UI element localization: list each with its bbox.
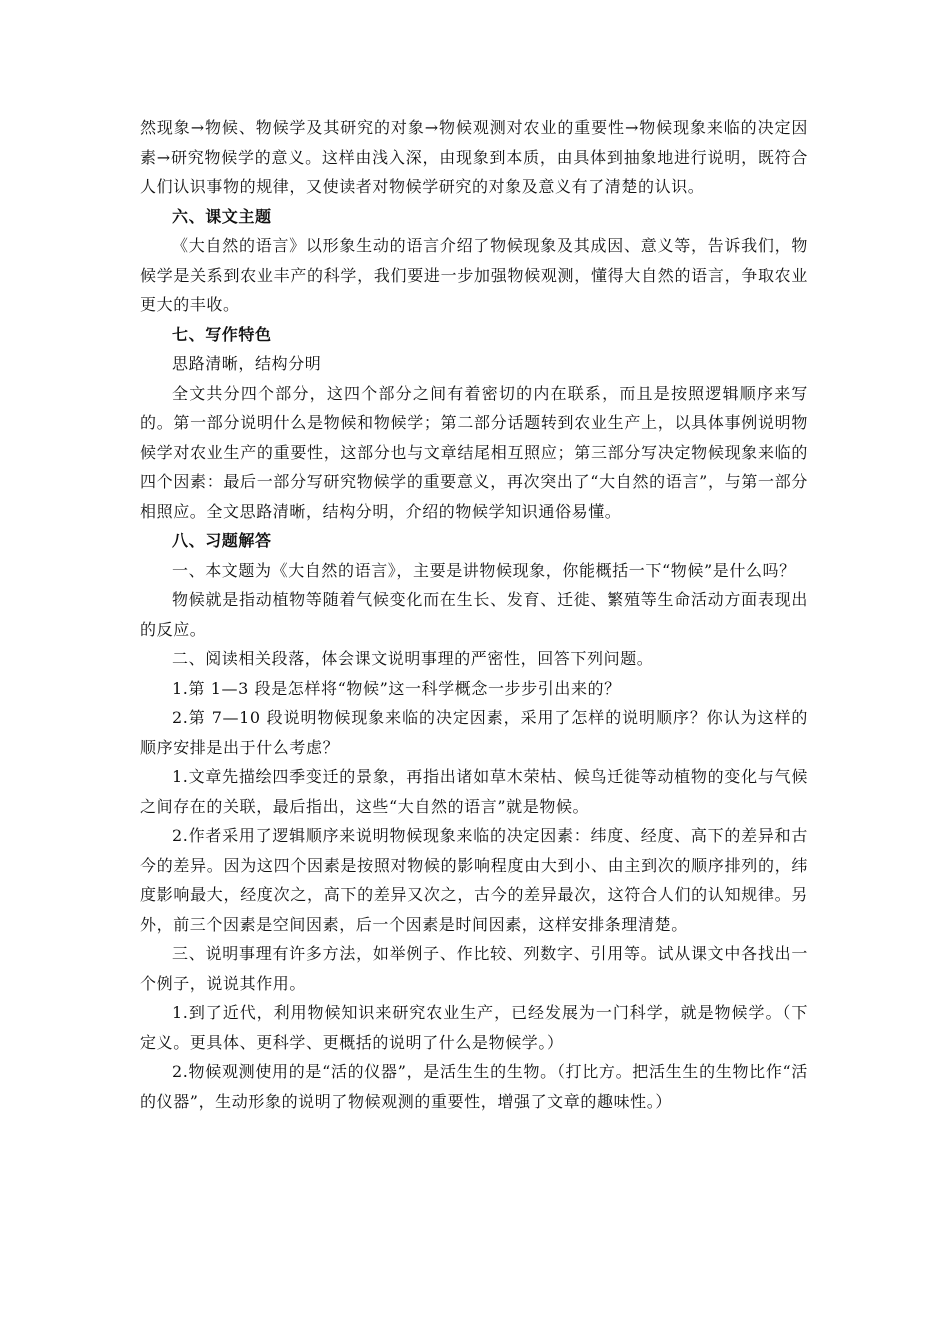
paragraph-answer-2-2: 2.作者采用了逻辑顺序来说明物候现象来临的决定因素：纬度、经度、高下的差异和古今的差异。因为这四个因素是按照对物候的影响程度由大到小、由主到次的顺序排列的，纬度影响最大，经度次之，高下的差异又次之，古今的差异最次，这符合人们的认知规律。另外，前三个因素是空间因素，后一个因素是时间因素，这样安排条理清楚。: [140, 826, 808, 934]
paragraph-question-2: 二、阅读相关段落，体会课文说明事理的严密性，回答下列问题。: [172, 649, 654, 668]
paragraph-feature-detail: 全文共分四个部分，这四个部分之间有着密切的内在联系，而且是按照逻辑顺序来写的。第一部分说明什么是物候和物候学；第二部分话题转到农业生产上，以具体事例说明物候学对农业生产的重要性，这部分也与文章结尾相互照应；第三部分写决定物候现象来临的四个因素：最后一部分写研究物候学的重要意义，再次突出了“大自然的语言”，与第一部分相照应。全文思路清晰，结构分明，介绍的物候学知识通俗易懂。: [140, 383, 808, 521]
paragraph-question-3: 三、说明事理有许多方法，如举例子、作比较、列数字、引用等。试从课文中各找出一个例子，说说其作用。: [140, 944, 808, 993]
paragraph-theme: 《大自然的语言》以形象生动的语言介绍了物候现象及其成因、意义等，告诉我们，物候学是关系到农业丰产的科学，我们要进一步加强物候观测，懂得大自然的语言，争取农业更大的丰收。: [140, 236, 808, 314]
paragraph-intro-continuation: 然现象→物候、物候学及其研究的对象→物候观测对农业的重要性→物候现象来临的决定因素→研究物候学的意义。这样由浅入深，由现象到本质，由具体到抽象地进行说明，既符合人们认识事物的规律，又使读者对物候学研究的对象及意义有了清楚的认识。: [140, 118, 808, 196]
paragraph-answer-1: 物候就是指动植物等随着气候变化而在生长、发育、迁徙、繁殖等生命活动方面表现出的反应。: [140, 590, 808, 639]
paragraph-question-1: 一、本文题为《大自然的语言》，主要是讲物候现象，你能概括一下“物候”是什么吗？: [172, 560, 796, 580]
paragraph-feature-title: 思路清晰，结构分明: [172, 354, 322, 373]
paragraph-question-2-1: 1.第 1—3 段是怎样将“物候”这一科学概念一步步引出来的？: [172, 678, 621, 698]
section-heading-writing-features: 七、写作特色: [172, 324, 272, 344]
section-heading-theme: 六、课文主题: [172, 206, 272, 226]
paragraph-question-2-2: 2.第 7—10 段说明物候现象来临的决定因素，采用了怎样的说明顺序？你认为这样的顺序安排是出于什么考虑？: [140, 708, 808, 757]
document-page: [140, 113, 808, 1116]
section-heading-exercises: 八、习题解答: [172, 531, 272, 550]
paragraph-answer-3-1: 1.到了近代，利用物候知识来研究农业生产，已经发展为一门科学，就是物候学。（下定义。更具体、更科学、更概括的说明了什么是物候学。）: [140, 1003, 808, 1052]
paragraph-answer-3-2: 2.物候观测使用的是“活的仪器”，是活生生的生物。（打比方。把活生生的生物比作“活的仪器”，生动形象的说明了物候观测的重要性，增强了文章的趣味性。）: [140, 1062, 808, 1111]
paragraph-answer-2-1: 1.文章先描绘四季变迁的景象，再指出诸如草木荣枯、候鸟迁徙等动植物的变化与气候之间存在的关联，最后指出，这些“大自然的语言”就是物候。: [140, 767, 808, 816]
